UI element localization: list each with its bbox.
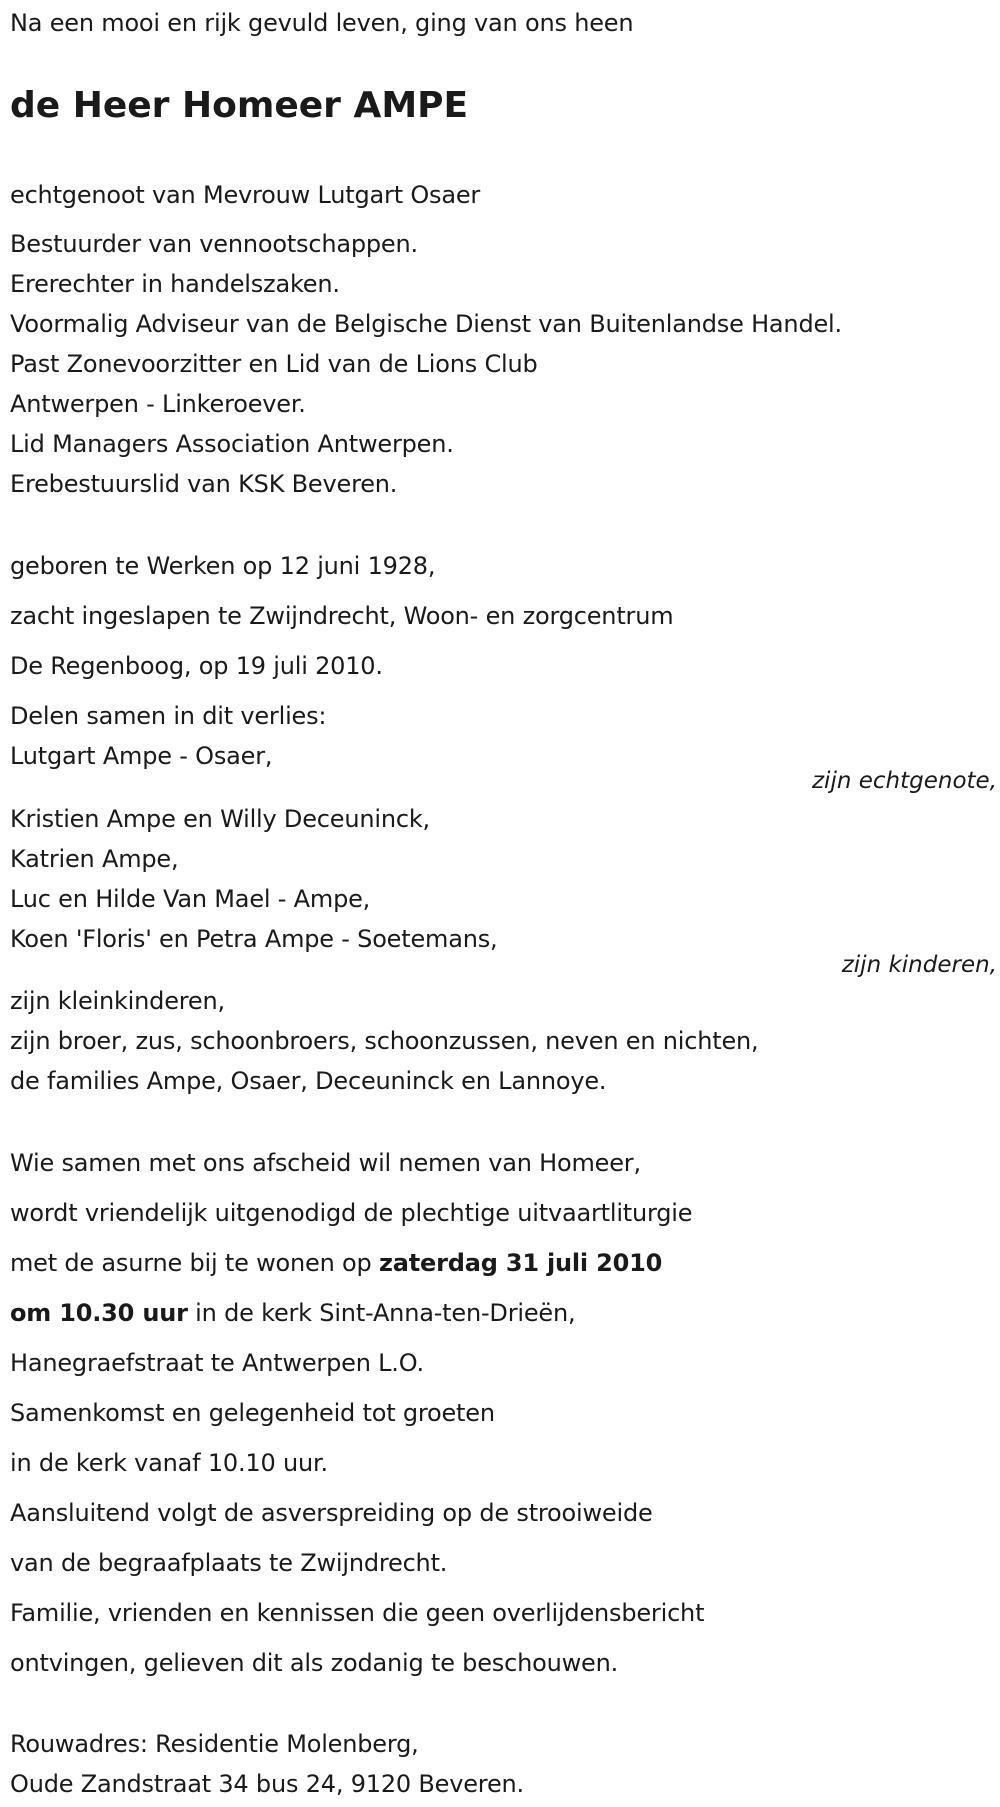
child-line: Kristien Ampe en Willy Deceuninck, xyxy=(10,805,430,833)
birth-line: geboren te Werken op 12 juni 1928, xyxy=(10,552,436,580)
address-line: Oude Zandstraat 34 bus 24, 9120 Beveren. xyxy=(10,1770,524,1798)
family-line: de families Ampe, Osaer, Deceuninck en Lannoye. xyxy=(10,1067,607,1095)
funeral-date: zaterdag 31 juli 2010 xyxy=(378,1249,663,1277)
deceased-name: de Heer Homeer AMPE xyxy=(10,85,469,126)
share-intro: Delen samen in dit verlies: xyxy=(10,702,327,730)
family-line: zijn broer, zus, schoonbroers, schoonzussen, neven en nichten, xyxy=(10,1027,759,1055)
role-line: Antwerpen - Linkeroever. xyxy=(10,390,306,418)
funeral-time: om 10.30 uur xyxy=(10,1299,188,1327)
invite-line: Hanegraefstraat te Antwerpen L.O. xyxy=(10,1349,424,1377)
invite-line: Familie, vrienden en kennissen die geen overlijdensbericht xyxy=(10,1599,705,1627)
child-line: Luc en Hilde Van Mael - Ampe, xyxy=(10,885,371,913)
role-line: Voormalig Adviseur van de Belgische Dienst van Buitenlandse Handel. xyxy=(10,310,842,338)
role-line: Erebestuurslid van KSK Beveren. xyxy=(10,470,398,498)
invite-line: wordt vriendelijk uitgenodigd de plechtige uitvaartliturgie xyxy=(10,1199,693,1227)
invite-line xyxy=(10,1248,662,1278)
invite-line: Aansluitend volgt de asverspreiding op de strooiweide xyxy=(10,1499,653,1527)
spouse-role: zijn echtgenote, xyxy=(811,768,997,794)
death-line: zacht ingeslapen te Zwijndrecht, Woon- en zorgcentrum xyxy=(10,602,674,630)
invite-text: met de asurne bij te wonen op xyxy=(10,1249,379,1277)
invite-line: van de begraafplaats te Zwijndrecht. xyxy=(10,1549,448,1577)
intro-line: Na een mooi en rijk gevuld leven, ging van ons heen xyxy=(10,9,634,37)
invite-line: Wie samen met ons afscheid wil nemen van Homeer, xyxy=(10,1149,641,1177)
invite-line: in de kerk vanaf 10.10 uur. xyxy=(10,1449,328,1477)
death-line: De Regenboog, op 19 juli 2010. xyxy=(10,652,383,680)
invite-line: ontvingen, gelieven dit als zodanig te beschouwen. xyxy=(10,1649,619,1677)
role-line: Bestuurder van vennootschappen. xyxy=(10,230,418,258)
invite-text: in de kerk Sint-Anna-ten-Drieën, xyxy=(187,1299,576,1327)
spouse-line: echtgenoot van Mevrouw Lutgart Osaer xyxy=(10,181,481,209)
family-line: zijn kleinkinderen, xyxy=(10,987,225,1015)
children-role: zijn kinderen, xyxy=(841,952,997,978)
address-line: Rouwadres: Residentie Molenberg, xyxy=(10,1730,419,1758)
invite-line: Samenkomst en gelegenheid tot groeten xyxy=(10,1399,495,1427)
spouse-name: Lutgart Ampe - Osaer, xyxy=(10,742,273,770)
invite-line xyxy=(10,1298,575,1328)
role-line: Lid Managers Association Antwerpen. xyxy=(10,430,454,458)
child-line: Koen 'Floris' en Petra Ampe - Soetemans, xyxy=(10,925,498,953)
role-line: Ererechter in handelszaken. xyxy=(10,270,340,298)
role-line: Past Zonevoorzitter en Lid van de Lions Club xyxy=(10,350,538,378)
child-line: Katrien Ampe, xyxy=(10,845,179,873)
